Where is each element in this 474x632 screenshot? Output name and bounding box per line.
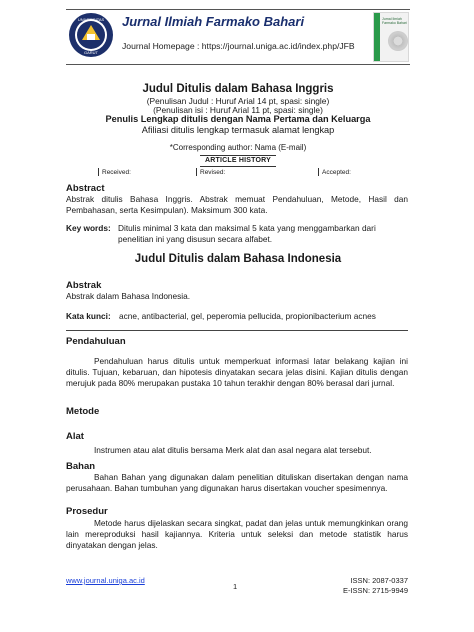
- cover-disc-icon: [388, 31, 408, 51]
- history-rule-bottom: [200, 166, 276, 167]
- alat-text: Instrumen atau alat ditulis bersama Merk alat dan asal negara alat tersebut.: [94, 445, 372, 455]
- received-label: Received:: [102, 169, 131, 176]
- journal-homepage[interactable]: Journal Homepage : https://journal.uniga.ac.id/index.php/JFB: [122, 41, 355, 51]
- keywords-label: Key words:: [66, 223, 111, 233]
- pendahuluan-heading: Pendahuluan: [66, 336, 126, 347]
- svg-text:UNIVERSITAS: UNIVERSITAS: [77, 17, 105, 22]
- affiliation: Afiliasi ditulis lengkap termasuk alamat lengkap: [141, 125, 335, 135]
- article-title-en: Judul Ditulis dalam Bahasa Inggris: [142, 83, 334, 95]
- corresponding-author: *Corresponding author: Nama (E-mail): [169, 143, 307, 152]
- footer-issn: [330, 576, 408, 596]
- keywords-text: Ditulis minimal 3 kata dan maksimal 5 kata yang menggambarkan dari penelitian ini yang disusun secara alfabet.: [118, 223, 376, 245]
- journal-title: Jurnal Ilmiah Farmako Bahari: [122, 14, 305, 29]
- cover-band: [374, 13, 380, 61]
- bahan-heading: Bahan: [66, 461, 96, 472]
- abstract-heading: Abstract: [66, 183, 105, 194]
- article-history-label: ARTICLE HISTORY: [204, 157, 271, 164]
- abstrak-text: Abstrak dalam Bahasa Indonesia.: [66, 291, 191, 301]
- eissn: E-ISSN: 2715-9949: [342, 586, 408, 595]
- title-format-note: (Penulisan Judul : Huruf Arial 14 pt, spasi: single): [146, 96, 330, 106]
- article-title-id: Judul Ditulis dalam Bahasa Indonesia: [134, 253, 342, 265]
- received-field: [98, 168, 131, 176]
- abstrak-heading: Abstrak: [66, 280, 102, 291]
- footer-website-link[interactable]: www.journal.uniga.ac.id: [66, 576, 145, 585]
- prosedur-heading: Prosedur: [66, 506, 108, 517]
- revised-label: Revised:: [200, 169, 226, 176]
- issn: ISSN: 2087-0337: [350, 576, 408, 585]
- journal-cover-thumbnail: [373, 12, 409, 62]
- kata-kunci-label: Kata kunci:: [66, 311, 111, 321]
- metode-heading: Metode: [66, 406, 100, 417]
- authors: Penulis Lengkap ditulis dengan Nama Pertama dan Keluarga: [105, 114, 371, 124]
- accepted-field: [318, 168, 351, 176]
- accepted-label: Accepted:: [322, 169, 351, 176]
- alat-heading: Alat: [66, 431, 84, 442]
- prosedur-text: Metode harus dijelaskan secara singkat, padat dan jelas untuk memungkinkan orang lain mereproduksi hasil kajiannya. Kriteria untuk seleksi dan metode statistik harus dinyatakan dengan jelas.: [66, 518, 408, 551]
- cover-title: Jurnal Ilmiah Farmako Bahari: [382, 17, 407, 25]
- page-number: 1: [233, 582, 238, 591]
- section-divider: [66, 330, 408, 331]
- revised-field: [196, 168, 225, 176]
- svg-text:GARUT: GARUT: [84, 50, 98, 55]
- kata-kunci-text: acne, antibacterial, gel, peperomia pellucida, propionibacterium acnes: [119, 311, 376, 321]
- bahan-text: Bahan Bahan yang digunakan dalam penelitian dituliskan disertakan dengan nama perusahaan. Bahan tumbuhan yang digunakan harus disertakan voucher spesimennya.: [66, 472, 408, 494]
- content-format-note: (Penulisan isi : Huruf Arial 11 pt, spasi: single): [153, 105, 323, 115]
- abstract-text: Abstrak ditulis Bahasa Inggris. Abstrak memuat Pendahuluan, Metode, Hasil dan Pembahasan, serta Kesimpulan). Maksimum 300 kata.: [66, 194, 408, 216]
- pendahuluan-text: Pendahuluan harus ditulis untuk memperkuat informasi latar belakang kajian ini ditulis. Tujuan, kebaruan, dan hipotesis dinyatakan secara jelas disini. Kajian ditulis dengan merujuk pada 80% merupakan pustaka 10 tahun terakhir dengan 80% berasal dari jurnal.: [66, 356, 408, 389]
- university-logo-icon: [68, 12, 114, 58]
- history-rule-top: [200, 155, 276, 156]
